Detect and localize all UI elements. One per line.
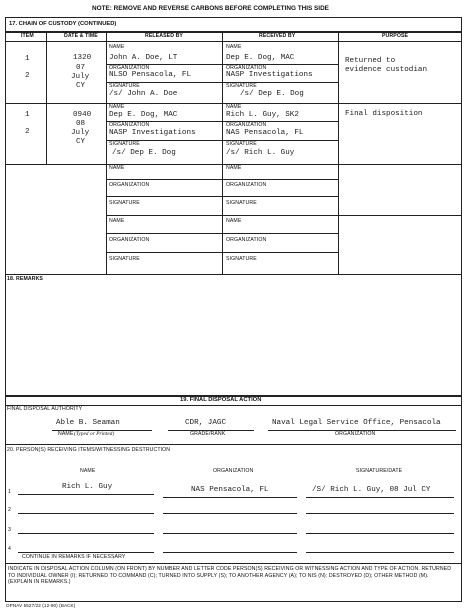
received-sig-label: SIGNATURE xyxy=(226,200,257,206)
remarks-title: 18. REMARKS xyxy=(7,276,43,282)
received-name-label: NAME xyxy=(226,218,242,224)
released-sig-label: SIGNATURE xyxy=(109,256,140,262)
released-org-label: ORGANIZATION xyxy=(109,237,150,243)
authority-organization[interactable]: Naval Legal Service Office, Pensacola xyxy=(272,419,441,427)
date-time: 0940 xyxy=(73,111,92,119)
received-org[interactable]: NASP Investigations xyxy=(226,71,313,79)
authority-name-hint: (Typed or Printed) xyxy=(74,431,115,437)
released-org[interactable]: NLSO Pensacola, FL xyxy=(109,71,192,79)
released-org-label: ORGANIZATION xyxy=(109,182,150,188)
date-time: July xyxy=(71,73,90,81)
date-time: 08 xyxy=(76,120,86,128)
received-name[interactable]: Dep E. Dog, MAC xyxy=(226,54,295,62)
received-org-label: ORGANIZATION xyxy=(226,182,267,188)
received-name[interactable]: Rich L. Guy, SK2 xyxy=(226,111,299,119)
received-name-label: NAME xyxy=(226,44,242,50)
form-id: OPNAV 5527/22 (12-90) (BACK) xyxy=(6,603,76,608)
received-org-label: ORGANIZATION xyxy=(226,65,267,71)
purpose[interactable]: evidence custodian xyxy=(345,66,428,74)
col-released-header: RELEASED BY xyxy=(145,33,183,39)
section19-title: 19. FINAL DISPOSAL ACTION xyxy=(180,397,262,403)
row-number: 1 xyxy=(8,489,11,495)
col-received-header: RECEIVED BY xyxy=(259,33,296,39)
item-number: 1 xyxy=(25,111,30,119)
disposal-authority-label: FINAL DISPOSAL AUTHORITY xyxy=(7,406,83,412)
authority-grade-label: GRADE/RANK xyxy=(190,431,226,437)
col-date-header: DATE & TIME xyxy=(64,33,98,39)
received-signature[interactable]: /s/ Rich L. Guy xyxy=(226,149,295,157)
recipient-org[interactable]: NAS Pensacola, FL xyxy=(191,486,269,494)
section20-title: 20. PERSON(S) RECEIVING ITEMS/WITNESSING DESTRUCTION xyxy=(7,447,171,453)
received-sig-label: SIGNATURE xyxy=(226,141,257,147)
date-time: CY xyxy=(76,138,86,146)
row-number: 2 xyxy=(8,507,11,513)
released-name-label: NAME xyxy=(109,104,125,110)
released-org-label: ORGANIZATION xyxy=(109,65,150,71)
received-org[interactable]: NAS Pensacola, FL xyxy=(226,129,304,137)
released-sig-label: SIGNATURE xyxy=(109,83,140,89)
carbon-note: NOTE: REMOVE AND REVERSE CARBONS BEFORE COMPLETING THIS SIDE xyxy=(92,5,329,12)
continue-note: CONTINUE IN REMARKS IF NECESSARY xyxy=(22,554,126,560)
item-number: 1 xyxy=(25,55,30,63)
released-org[interactable]: NASP Investigations xyxy=(109,129,196,137)
received-sig-label: SIGNATURE xyxy=(226,256,257,262)
authority-name-label: NAME xyxy=(58,431,74,437)
col-purpose-header: PURPOSE xyxy=(382,33,409,39)
authority-grade[interactable]: CDR, JAGC xyxy=(185,419,227,427)
disposal-instructions: INDICATE IN DISPOSAL ACTION COLUMN (ON FRONT) BY NUMBER AND LETTER CODE PERSON(S) RECEIVING OR WITNESSING ACTION AND TYPE OF ACTION. RETURNED TO INDIVIDUAL OWNER (I); RETURNED TO COMMAND (C); TURNED INTO SUPPLY (S); TO ANOTHER AGENCY (A); TO NIS (N); DESTROYED (D); OTHER METHOD (M). (EXPLAIN IN REMARKS.) xyxy=(8,566,452,586)
received-org-label: ORGANIZATION xyxy=(226,122,267,128)
row-number: 4 xyxy=(8,546,11,552)
released-signature[interactable]: /s/ Dep E. Dog xyxy=(112,149,176,157)
released-signature[interactable]: /s/ John A. Doe xyxy=(109,90,178,98)
released-name-label: NAME xyxy=(109,218,125,224)
recipient-signature[interactable]: /S/ Rich L. Guy, 08 Jul CY xyxy=(312,486,431,494)
row-number: 3 xyxy=(8,527,11,533)
purpose[interactable]: Final disposition xyxy=(345,110,423,118)
col-organization-label: ORGANIZATION xyxy=(213,468,254,474)
purpose[interactable]: Returned to xyxy=(345,57,396,65)
released-org-label: ORGANIZATION xyxy=(109,122,150,128)
received-signature[interactable]: /s/ Dep E. Dog xyxy=(240,90,304,98)
received-sig-label: SIGNATURE xyxy=(226,83,257,89)
remarks-area[interactable] xyxy=(6,285,461,393)
released-name[interactable]: John A. Doe, LT xyxy=(109,54,178,62)
released-sig-label: SIGNATURE xyxy=(109,141,140,147)
released-name[interactable]: Dep E. Dog, MAC xyxy=(109,111,178,119)
date-time: 07 xyxy=(76,64,86,72)
item-number: 2 xyxy=(25,128,30,136)
released-name-label: NAME xyxy=(109,165,125,171)
date-time: 1320 xyxy=(73,54,92,62)
released-sig-label: SIGNATURE xyxy=(109,200,140,206)
date-time: CY xyxy=(76,82,86,90)
col-name-label: NAME xyxy=(80,468,96,474)
received-name-label: NAME xyxy=(226,165,242,171)
released-name-label: NAME xyxy=(109,44,125,50)
recipient-name[interactable]: Rich L. Guy xyxy=(62,483,113,491)
col-signature-label: SIGNATURE/DATE xyxy=(356,468,403,474)
date-time: July xyxy=(71,129,90,137)
authority-name[interactable]: Able B. Seaman xyxy=(56,419,120,427)
received-name-label: NAME xyxy=(226,104,242,110)
authority-org-label: ORGANIZATION xyxy=(335,431,376,437)
item-number: 2 xyxy=(25,72,30,80)
received-org-label: ORGANIZATION xyxy=(226,237,267,243)
col-item-header: ITEM xyxy=(21,33,34,39)
section17-title: 17. CHAIN OF CUSTODY (CONTINUED) xyxy=(9,21,117,27)
